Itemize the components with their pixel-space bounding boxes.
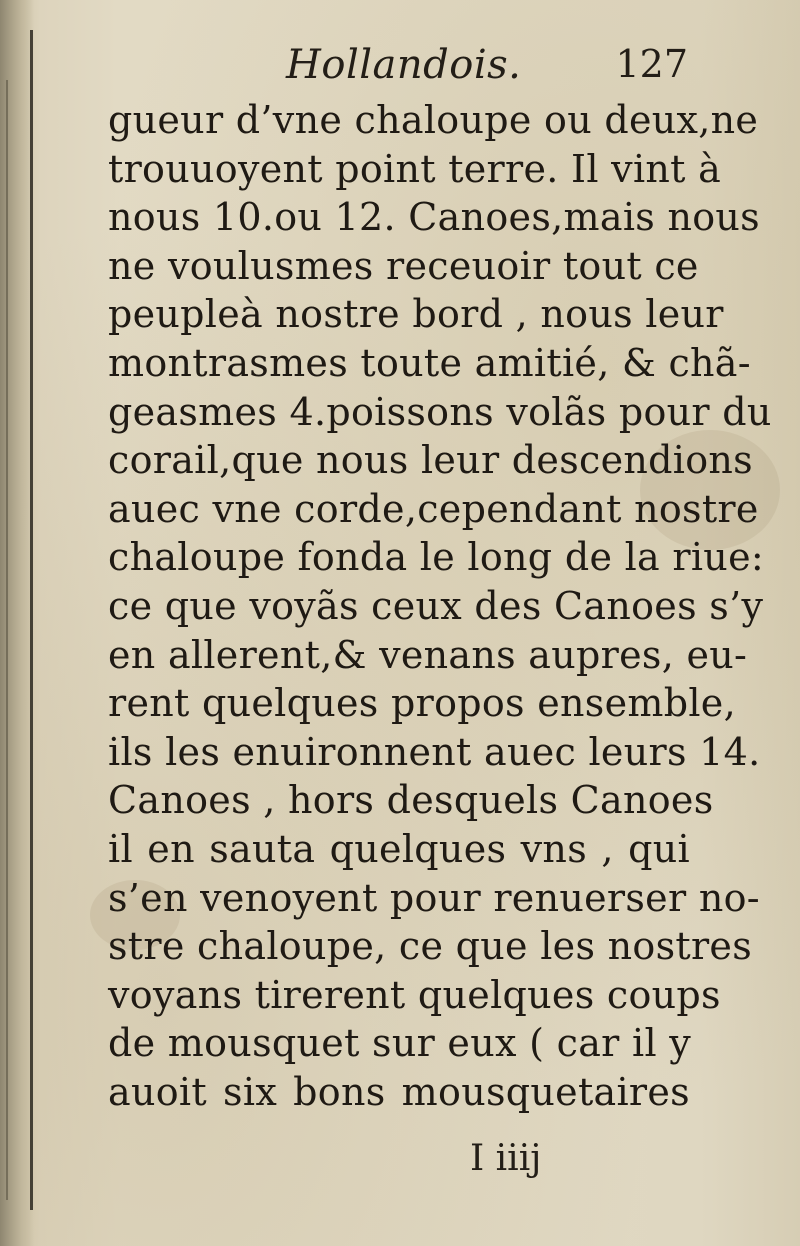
body-text bbox=[108, 96, 772, 1116]
text-line: il en sauta quelques vns , qui bbox=[108, 826, 690, 871]
text-line: geasmes 4.poissons volãs pour du bbox=[108, 389, 772, 434]
text-line: de mousquet sur eux ( car il y bbox=[108, 1021, 692, 1066]
text-line: corail,que nous leur descendions bbox=[108, 438, 753, 483]
text-line: auoit six bons mousquetaires bbox=[108, 1069, 690, 1114]
text-line: stre chaloupe, ce que les nostres bbox=[108, 924, 753, 969]
text-line: s’en venoyent pour renuerser no- bbox=[108, 875, 760, 920]
text-line: voyans tirerent quelques coups bbox=[108, 972, 721, 1017]
text-line: auec vne corde,cependant nostre bbox=[108, 486, 759, 531]
text-line: Canoes , hors desquels Canoes bbox=[108, 778, 714, 823]
text-line: rent quelques propos ensemble, bbox=[108, 681, 736, 726]
text-line: peupleà nostre bord , nous leur bbox=[108, 292, 724, 337]
text-line: gueur d’vne chaloupe ou deux,ne bbox=[108, 98, 759, 142]
signature-mark: I iiij bbox=[470, 1138, 542, 1179]
binding-edge-outer bbox=[6, 80, 8, 1200]
page-header bbox=[108, 40, 688, 96]
text-line: chaloupe fonda le long de la riue: bbox=[108, 535, 764, 580]
text-line: nous 10.ou 12. Canoes,mais nous bbox=[108, 195, 760, 240]
page-number: 127 bbox=[615, 42, 688, 86]
running-head: Hollandois. bbox=[286, 42, 522, 88]
text-line: montrasmes toute amitié, & chã- bbox=[108, 340, 751, 385]
text-line: ils les enuironnent auec leurs 14. bbox=[108, 729, 761, 774]
text-line: ne voulusmes receuoir tout ce bbox=[108, 243, 699, 288]
text-line: ce que voyãs ceux des Canoes s’y bbox=[108, 583, 764, 628]
text-line: trouuoyent point terre. Il vint à bbox=[108, 146, 722, 191]
binding-edge bbox=[30, 30, 33, 1210]
text-line: en allerent,& venans aupres, eu- bbox=[108, 632, 748, 677]
